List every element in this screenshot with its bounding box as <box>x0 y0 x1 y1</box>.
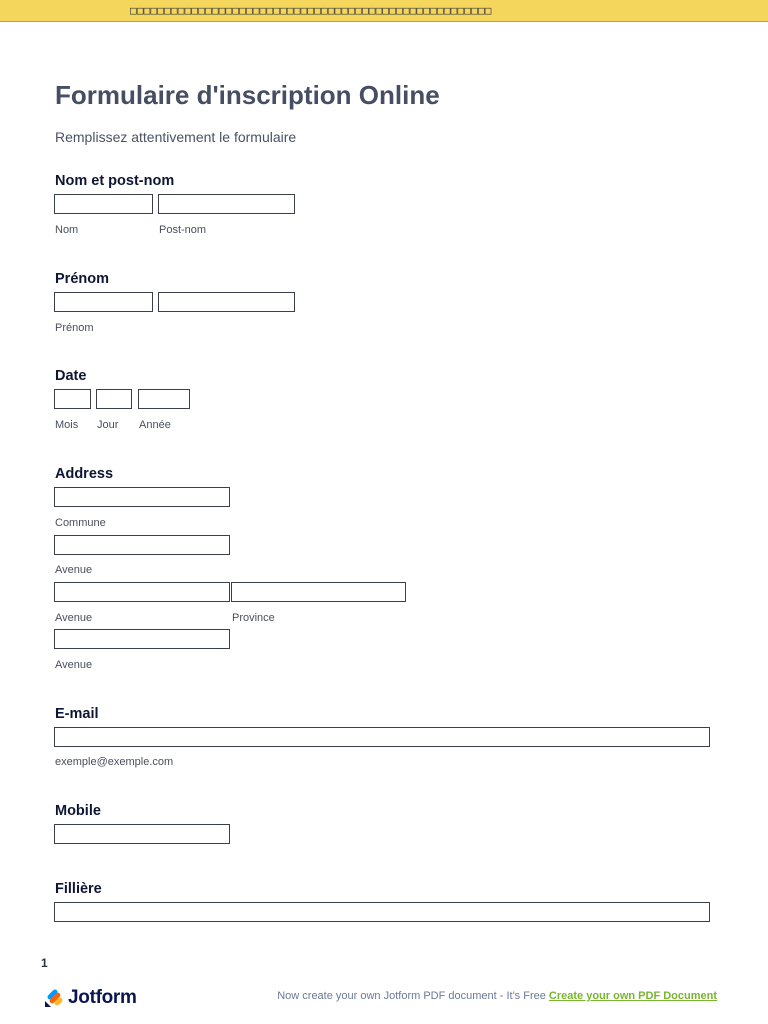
jotform-logo-text: Jotform <box>68 987 137 1008</box>
footer-note <box>277 990 717 1002</box>
nom-input[interactable] <box>54 194 153 214</box>
banner-text: □□□□□□□□□□□□□□□□□□□□□□□□□□□□□□□□□□□□□□□□□□□□□□□□□□□□□ <box>130 4 492 17</box>
footer-note-text: Now create your own Jotform PDF document - It's Free <box>277 990 546 1002</box>
create-pdf-link[interactable]: Create your own PDF Document <box>548 990 717 1002</box>
nom-sublabel: Nom <box>55 224 79 236</box>
form-title: Formulaire d'inscription Online <box>55 80 440 110</box>
avenue-input[interactable] <box>54 535 230 555</box>
page-number: 1 <box>41 956 48 970</box>
commune-sublabel: Commune <box>55 517 106 529</box>
day-input[interactable] <box>96 389 132 409</box>
avenue-second-input[interactable] <box>54 582 230 602</box>
day-sublabel: Jour <box>97 419 119 431</box>
avenue-second-sublabel: Avenue <box>55 612 93 624</box>
avenue-sublabel: Avenue <box>55 564 93 576</box>
commune-input[interactable] <box>54 487 230 507</box>
province-sublabel: Province <box>232 612 275 624</box>
mobile-label: Mobile <box>55 803 101 819</box>
prenom-second-input[interactable] <box>158 292 295 312</box>
top-banner <box>0 0 768 22</box>
post-nom-sublabel: Post-nom <box>159 224 207 236</box>
prenom-input[interactable] <box>54 292 153 312</box>
prenom-label: Prénom <box>55 271 109 287</box>
post-nom-input[interactable] <box>158 194 295 214</box>
email-sublabel: exemple@exemple.com <box>55 756 174 768</box>
filiere-label: Fillière <box>55 881 102 897</box>
form-subtitle: Remplissez attentivement le formulaire <box>55 129 297 145</box>
address-label: Address <box>55 466 114 482</box>
email-label: E-mail <box>55 706 99 722</box>
mobile-input[interactable] <box>54 824 230 844</box>
year-sublabel: Année <box>139 419 171 431</box>
email-input[interactable] <box>54 727 710 747</box>
month-sublabel: Mois <box>55 419 79 431</box>
avenue-third-sublabel: Avenue <box>55 659 93 671</box>
province-input[interactable] <box>231 582 406 602</box>
name-label: Nom et post-nom <box>55 173 175 189</box>
avenue-third-input[interactable] <box>54 629 230 649</box>
jotform-logo[interactable] <box>44 986 137 1010</box>
year-input[interactable] <box>138 389 190 409</box>
month-input[interactable] <box>54 389 91 409</box>
date-label: Date <box>55 368 87 384</box>
prenom-sublabel: Prénom <box>55 322 94 334</box>
filiere-input[interactable] <box>54 902 710 922</box>
jotform-logo-icon <box>44 988 64 1008</box>
